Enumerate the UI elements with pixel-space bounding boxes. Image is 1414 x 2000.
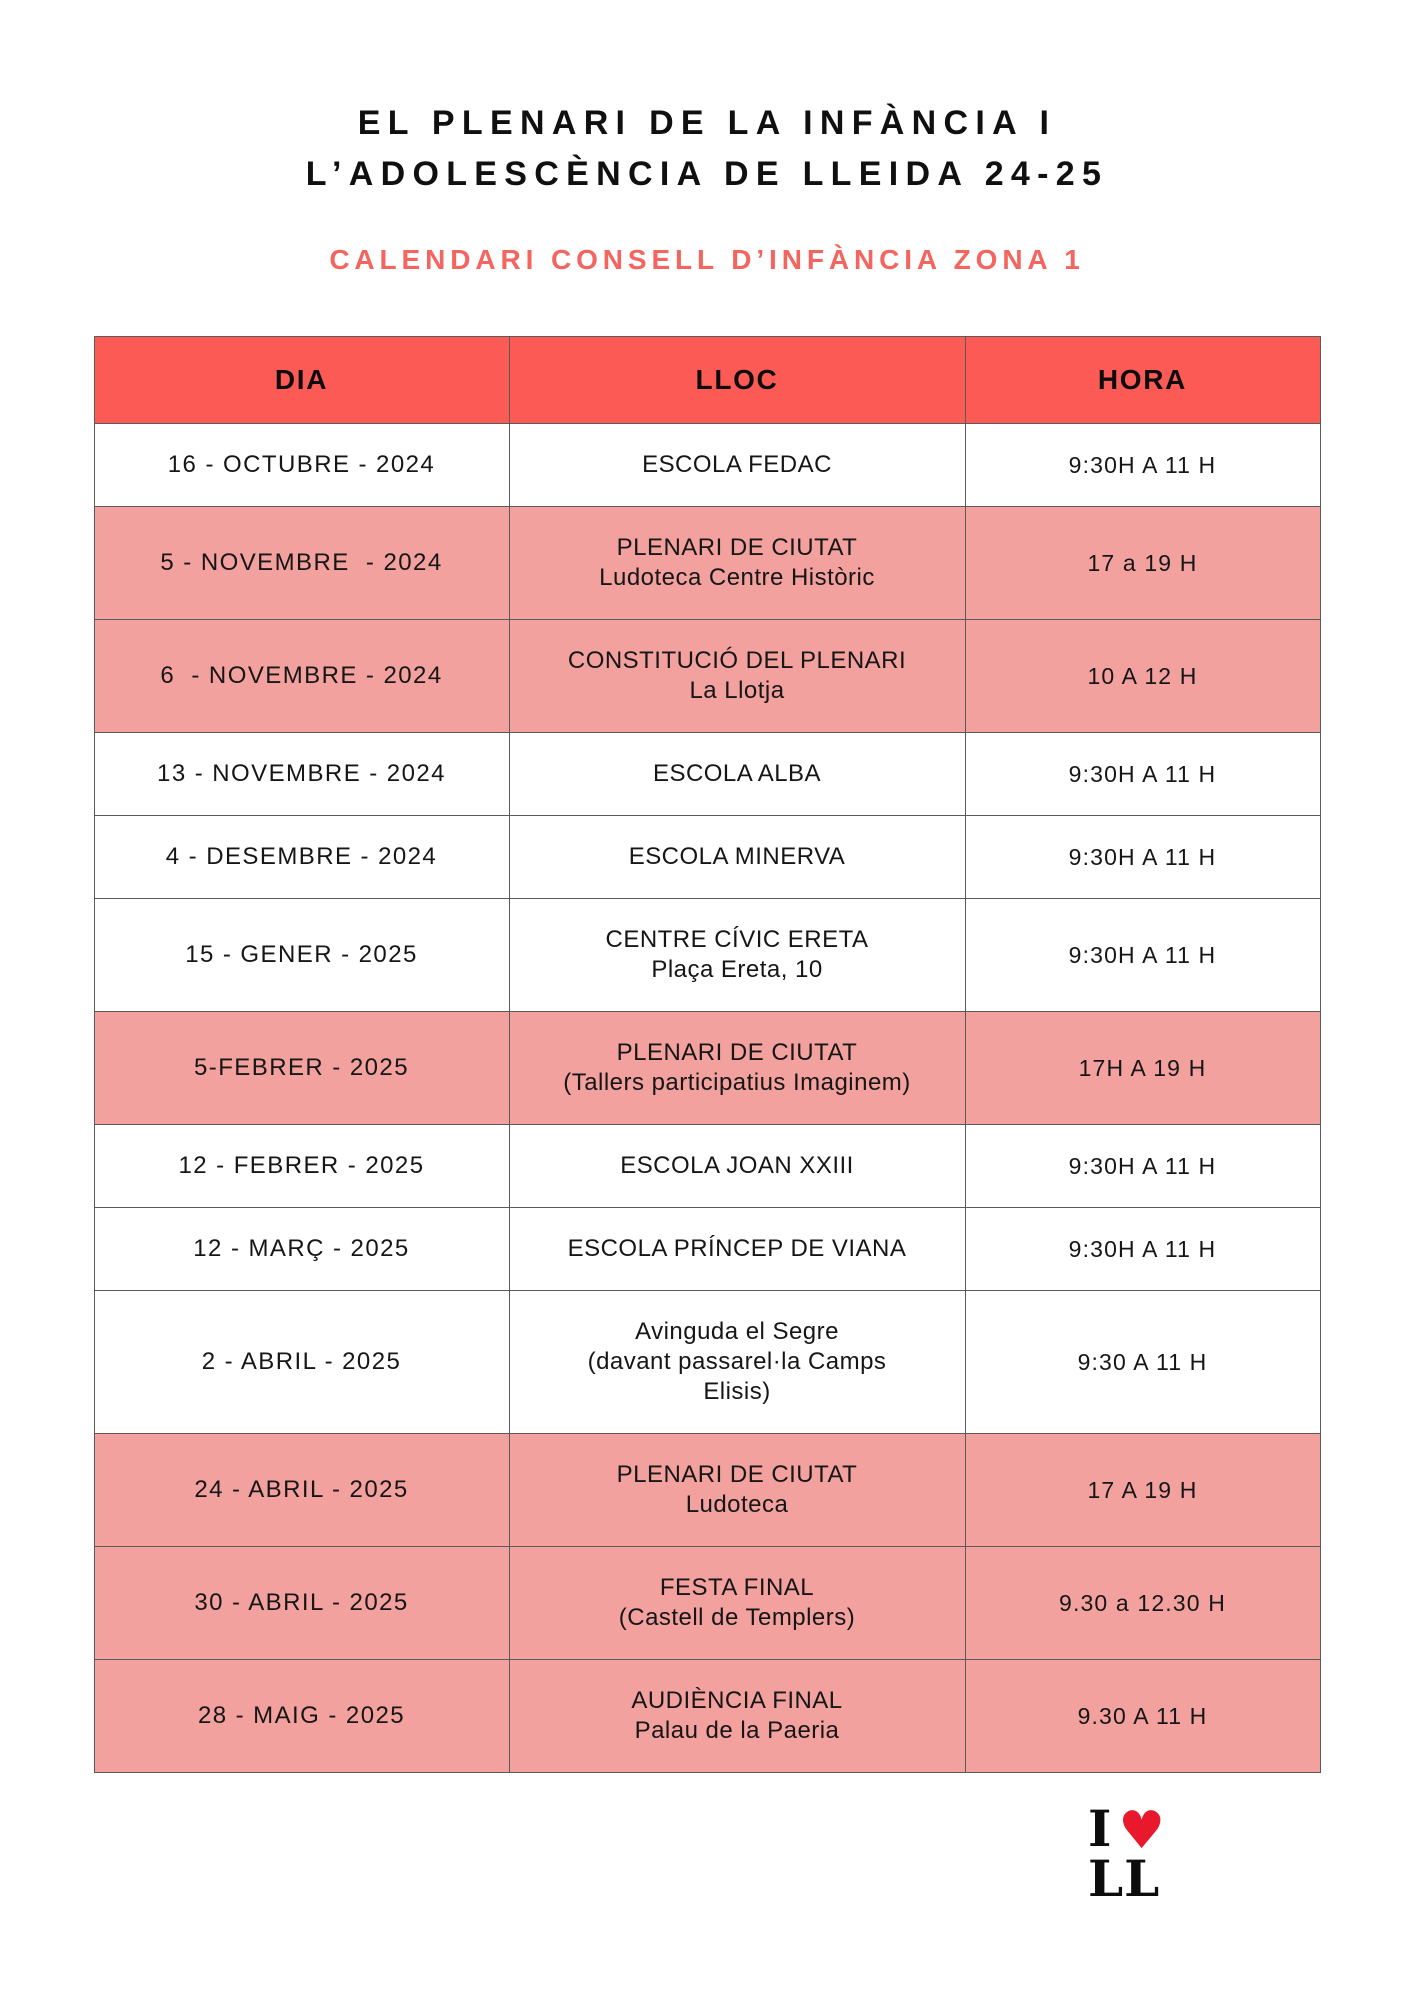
title-line-2: L’ADOLESCÈNCIA DE LLEIDA 24-25 (305, 155, 1109, 193)
cell-dia: 5 - NOVEMBRE - 2024 (94, 507, 509, 620)
table-row (94, 424, 1320, 507)
cell-hora: 9:30 A 11 H (965, 1291, 1320, 1434)
page-title (0, 0, 1414, 200)
cell-dia: 2 - ABRIL - 2025 (94, 1291, 509, 1434)
table-body (94, 424, 1320, 1773)
heart-icon: ♥ (1118, 1801, 1167, 1861)
cell-lloc (509, 424, 965, 507)
cell-hora: 9:30H A 11 H (965, 424, 1320, 507)
table-row (94, 1547, 1320, 1660)
lloc-line: CENTRE CÍVIC ERETA (605, 926, 869, 953)
cell-hora: 17 A 19 H (965, 1434, 1320, 1547)
cell-hora: 9:30H A 11 H (965, 1208, 1320, 1291)
cell-lloc (509, 1208, 965, 1291)
cell-dia: 4 - DESEMBRE - 2024 (94, 816, 509, 899)
lloc-line: ESCOLA MINERVA (628, 843, 846, 870)
cell-dia: 6 - NOVEMBRE - 2024 (94, 620, 509, 733)
cell-lloc (509, 1125, 965, 1208)
page-subtitle: CALENDARI CONSELL D’INFÀNCIA ZONA 1 (329, 244, 1085, 275)
logo-letter-i: I (1088, 1799, 1113, 1858)
lloc-line: AUDIÈNCIA FINAL (631, 1687, 843, 1714)
table-row (94, 507, 1320, 620)
cell-hora: 9:30H A 11 H (965, 1125, 1320, 1208)
cell-hora: 9:30H A 11 H (965, 816, 1320, 899)
lloc-line: ESCOLA FEDAC (642, 451, 832, 478)
cell-dia: 28 - MAIG - 2025 (94, 1660, 509, 1773)
cell-lloc (509, 1012, 965, 1125)
cell-dia: 12 - FEBRER - 2025 (94, 1125, 509, 1208)
cell-hora: 17 a 19 H (965, 507, 1320, 620)
calendar-table (94, 336, 1321, 1773)
cell-hora: 17H A 19 H (965, 1012, 1320, 1125)
cell-lloc (509, 1434, 965, 1547)
cell-lloc (509, 507, 965, 620)
table-row (94, 1434, 1320, 1547)
cell-hora: 9:30H A 11 H (965, 733, 1320, 816)
lloc-line: PLENARI DE CIUTAT (616, 1039, 858, 1066)
table-row (94, 1660, 1320, 1773)
lloc-line: (Tallers participatius Imaginem) (563, 1069, 911, 1096)
lloc-line: ESCOLA JOAN XXIII (620, 1152, 854, 1179)
table-row (94, 733, 1320, 816)
cell-dia: 5-FEBRER - 2025 (94, 1012, 509, 1125)
lloc-line: ESCOLA ALBA (652, 760, 822, 787)
cell-dia: 15 - GENER - 2025 (94, 899, 509, 1012)
table-row (94, 1208, 1320, 1291)
lloc-line: (davant passarel·la Camps (587, 1348, 887, 1375)
cell-lloc (509, 899, 965, 1012)
lloc-line: Avinguda el Segre (635, 1318, 839, 1345)
lloc-line: Ludoteca (685, 1491, 789, 1518)
cell-hora: 9.30 a 12.30 H (965, 1547, 1320, 1660)
lloc-line: Ludoteca Centre Històric (599, 564, 875, 591)
cell-lloc (509, 1547, 965, 1660)
column-header-lloc: LLOC (509, 337, 965, 424)
lloc-line: ESCOLA PRÍNCEP DE VIANA (567, 1235, 907, 1262)
lloc-line: (Castell de Templers) (618, 1604, 856, 1631)
cell-lloc (509, 733, 965, 816)
column-header-hora: HORA (965, 337, 1320, 424)
cell-lloc (509, 1660, 965, 1773)
cell-lloc (509, 1291, 965, 1434)
table-row (94, 899, 1320, 1012)
lloc-line: PLENARI DE CIUTAT (616, 1461, 858, 1488)
table-header (94, 337, 1320, 424)
i-love-lleida-logo (1088, 1799, 1167, 1908)
table-row (94, 1291, 1320, 1434)
table-row (94, 1125, 1320, 1208)
table-row (94, 620, 1320, 733)
cell-dia: 16 - OCTUBRE - 2024 (94, 424, 509, 507)
table-row (94, 1012, 1320, 1125)
cell-lloc (509, 816, 965, 899)
column-header-dia: DIA (94, 337, 509, 424)
title-line-1: EL PLENARI DE LA INFÀNCIA I (357, 104, 1057, 142)
lloc-line: Plaça Ereta, 10 (651, 956, 823, 983)
cell-hora: 10 A 12 H (965, 620, 1320, 733)
cell-dia: 12 - MARÇ - 2025 (94, 1208, 509, 1291)
cell-hora: 9:30H A 11 H (965, 899, 1320, 1012)
table-row (94, 816, 1320, 899)
cell-dia: 24 - ABRIL - 2025 (94, 1434, 509, 1547)
lloc-line: FESTA FINAL (659, 1574, 815, 1601)
cell-dia: 13 - NOVEMBRE - 2024 (94, 733, 509, 816)
lloc-line: La Llotja (689, 677, 785, 704)
lloc-line: PLENARI DE CIUTAT (616, 534, 858, 561)
lloc-line: Palau de la Paeria (634, 1717, 840, 1744)
lloc-line: CONSTITUCIÓ DEL PLENARI (567, 647, 907, 674)
logo-line-2: LL (1088, 1848, 1161, 1908)
cell-lloc (509, 620, 965, 733)
cell-dia: 30 - ABRIL - 2025 (94, 1547, 509, 1660)
header-row (94, 337, 1320, 424)
cell-hora: 9.30 A 11 H (965, 1660, 1320, 1773)
lloc-line: Elisis) (703, 1378, 771, 1405)
